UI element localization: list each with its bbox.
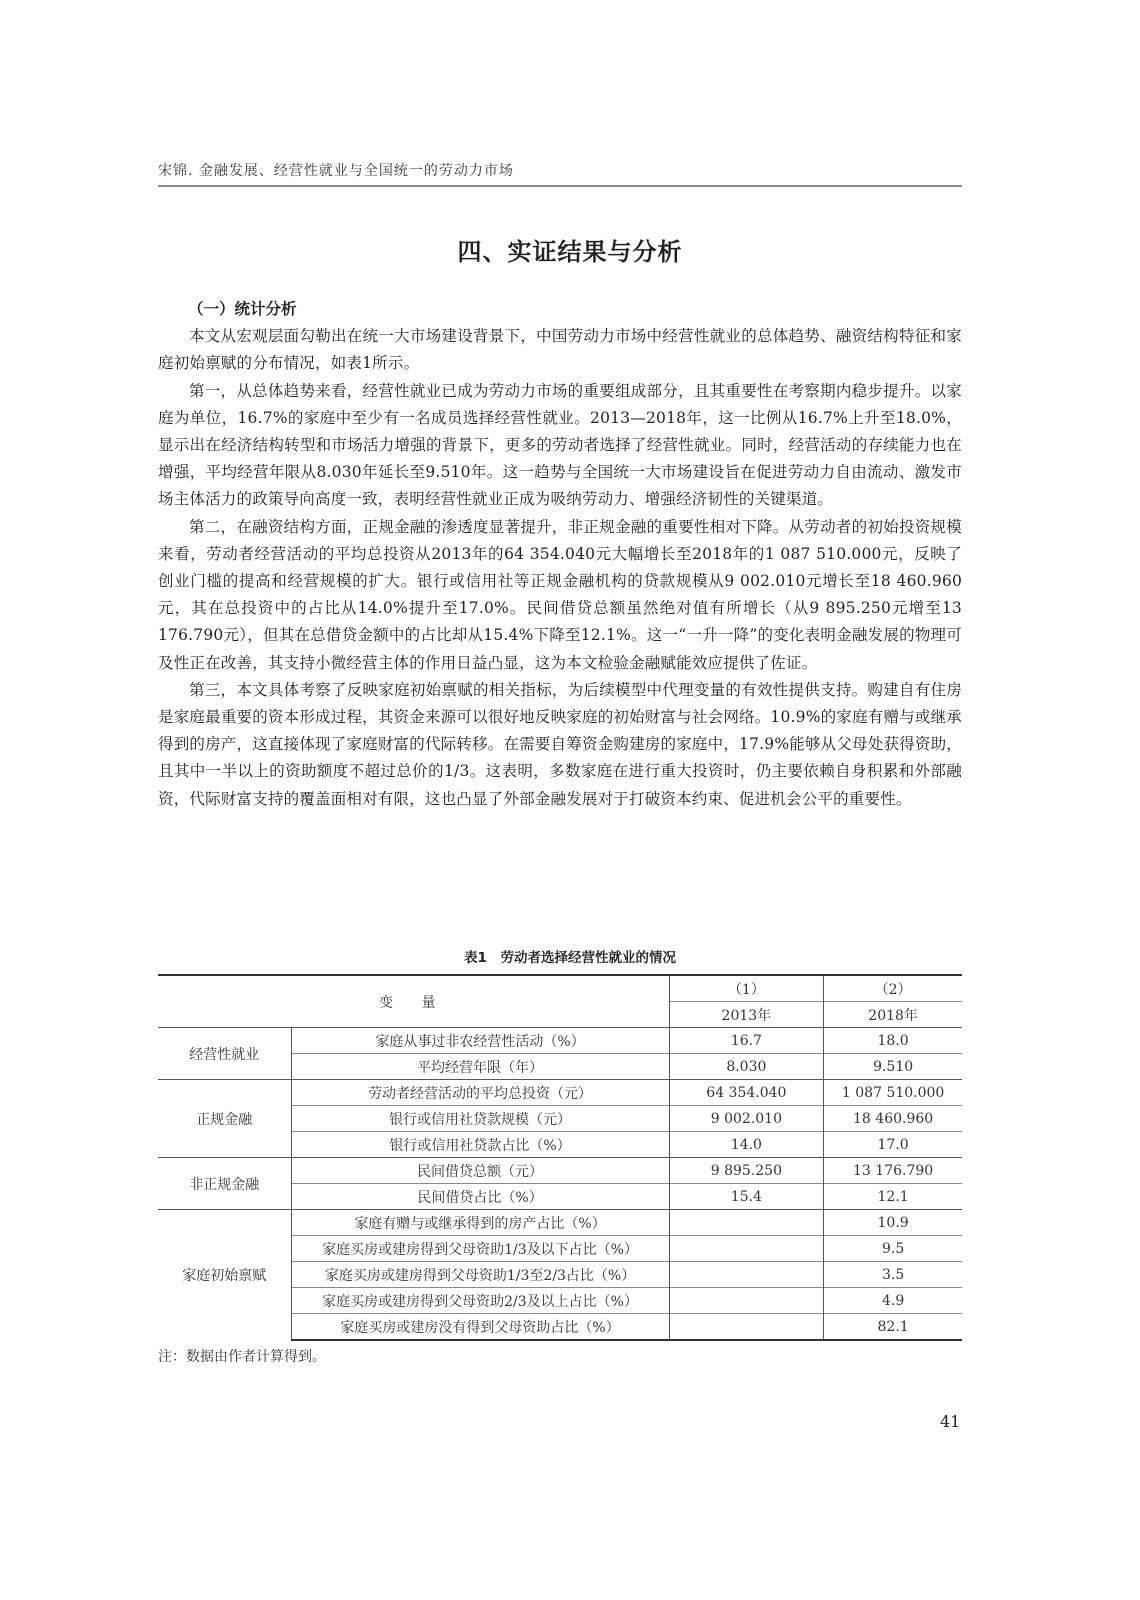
- value-2018: 3.5: [824, 1262, 962, 1288]
- variable-cell: 家庭买房或建房得到父母资助2/3及以上占比（%）: [291, 1288, 669, 1314]
- value-2013: [669, 1236, 824, 1262]
- paragraph: 第三，本文具体考察了反映家庭初始禀赋的相关指标，为后续模型中代理变量的有效性提供支持。购建自有住房是家庭最重要的资本形成过程，其资金来源可以很好地反映家庭的初始财富与社会网络。10.9%的家庭有赠与或继承得到的房产，这直接体现了家庭财富的代际转移。在需要自筹资金购建房的家庭中，17.9%能够从父母处获得资助，且其中一半以上的资助额度不超过总价的1/3。这表明，多数家庭在进行重大投资时，仍主要依赖自身积累和外部融资，代际财富支持的覆盖面相对有限，这也凸显了外部金融发展对于打破资本约束、促进机会公平的重要性。: [158, 680, 962, 808]
- variable-cell: 银行或信用社贷款占比（%）: [291, 1132, 669, 1158]
- value-2018: 18 460.960: [824, 1106, 962, 1132]
- table-row: [158, 1210, 962, 1236]
- col2-number-header: （2）: [824, 975, 962, 1002]
- variable-cell: 民间借贷占比（%）: [291, 1184, 669, 1210]
- variable-cell: 家庭买房或建房得到父母资助1/3及以下占比（%）: [291, 1236, 669, 1262]
- col1-number-header: （1）: [669, 975, 824, 1002]
- variable-cell: 家庭有赠与或继承得到的房产占比（%）: [291, 1210, 669, 1236]
- variable-cell: 劳动者经营活动的平均总投资（元）: [291, 1080, 669, 1106]
- section-title: 四、实证结果与分析: [457, 238, 683, 266]
- value-2013: 64 354.040: [669, 1080, 824, 1106]
- group-label: 非正规金融: [158, 1158, 291, 1210]
- value-2018: 1 087 510.000: [824, 1080, 962, 1106]
- value-2013: 16.7: [669, 1028, 824, 1054]
- paragraph: 第二，在融资结构方面，正规金融的渗透度显著提升，非正规金融的重要性相对下降。从劳动者的初始投资规模来看，劳动者经营活动的平均总投资从2013年的64 354.040元大幅增长至2018年的1 087 510.000元，反映了创业门槛的提高和经营规模的扩大。银行或信用社等正规金融机构的贷款规模从9 002.010元增长至18 460.960元，其在总投资中的占比从14.0%提升至17.0%。民间借贷总额虽然绝对值有所增长（从9 895.250元增至13 176.790元），但其在总借贷金额中的占比却从15.4%下降至12.1%。这一“一升一降”的变化表明金融发展的物理可及性正在改善，其支持小微经营主体的作用日益凸显，这为本文检验金融赋能效应提供了佐证。: [158, 517, 962, 672]
- header-rule: [158, 185, 962, 187]
- paragraph: 本文从宏观层面勾勒出在统一大市场建设背景下，中国劳动力市场中经营性就业的总体趋势、融资结构特征和家庭初始禀赋的分布情况，如表1所示。: [158, 327, 962, 373]
- value-2013: 8.030: [669, 1054, 824, 1080]
- value-2013: 9 895.250: [669, 1158, 824, 1184]
- variable-cell: 家庭从事过非农经营性活动（%）: [291, 1028, 669, 1054]
- value-2013: 14.0: [669, 1132, 824, 1158]
- group-label: 正规金融: [158, 1080, 291, 1158]
- variable-cell: 家庭买房或建房得到父母资助1/3至2/3占比（%）: [291, 1262, 669, 1288]
- running-head: 宋锦. 金融发展、经营性就业与全国统一的劳动力市场: [158, 163, 514, 179]
- table-row: [158, 1158, 962, 1184]
- table-caption: 表1 劳动者选择经营性就业的情况: [464, 950, 676, 966]
- value-2018: 12.1: [824, 1184, 962, 1210]
- value-2018: 18.0: [824, 1028, 962, 1054]
- group-label: 经营性就业: [158, 1028, 291, 1080]
- variable-cell: 银行或信用社贷款规模（元）: [291, 1106, 669, 1132]
- page-number: 41: [940, 1412, 961, 1431]
- value-2013: 15.4: [669, 1184, 824, 1210]
- value-2013: [669, 1210, 824, 1236]
- paragraph: 第一，从总体趋势来看，经营性就业已成为劳动力市场的重要组成部分，且其重要性在考察期内稳步提升。以家庭为单位，16.7%的家庭中至少有一名成员选择经营性就业。2013—2018年，这一比例从16.7%上升至18.0%，显示出在经济结构转型和市场活力增强的背景下，更多的劳动者选择了经营性就业。同时，经营活动的存续能力也在增强，平均经营年限从8.030年延长至9.510年。这一趋势与全国统一大市场建设旨在促进劳动力自由流动、激发市场主体活力的政策导向高度一致，表明经营性就业正成为吸纳劳动力、增强经济韧性的关键渠道。: [158, 381, 962, 509]
- table-header-row: [158, 975, 962, 1002]
- subsection-title: （一）统计分析: [188, 300, 297, 318]
- variable-cell: 平均经营年限（年）: [291, 1054, 669, 1080]
- variable-cell: 民间借贷总额（元）: [291, 1158, 669, 1184]
- value-2018: 9.5: [824, 1236, 962, 1262]
- value-2018: 4.9: [824, 1288, 962, 1314]
- value-2013: [669, 1288, 824, 1314]
- table-row: [158, 1080, 962, 1106]
- value-2018: 13 176.790: [824, 1158, 962, 1184]
- variable-header: 变 量: [158, 975, 669, 1028]
- variable-cell: 家庭买房或建房没有得到父母资助占比（%）: [291, 1314, 669, 1341]
- value-2013: [669, 1262, 824, 1288]
- body-text: [158, 296, 962, 813]
- col2-year-header: 2018年: [824, 1002, 962, 1028]
- col1-year-header: 2013年: [669, 1002, 824, 1028]
- table-note: 注：数据由作者计算得到。: [158, 1349, 326, 1365]
- table-row: [158, 1028, 962, 1054]
- value-2018: 10.9: [824, 1210, 962, 1236]
- group-label: 家庭初始禀赋: [158, 1210, 291, 1341]
- value-2013: [669, 1314, 824, 1341]
- data-table: [158, 974, 962, 1341]
- value-2013: 9 002.010: [669, 1106, 824, 1132]
- value-2018: 17.0: [824, 1132, 962, 1158]
- value-2018: 9.510: [824, 1054, 962, 1080]
- value-2018: 82.1: [824, 1314, 962, 1341]
